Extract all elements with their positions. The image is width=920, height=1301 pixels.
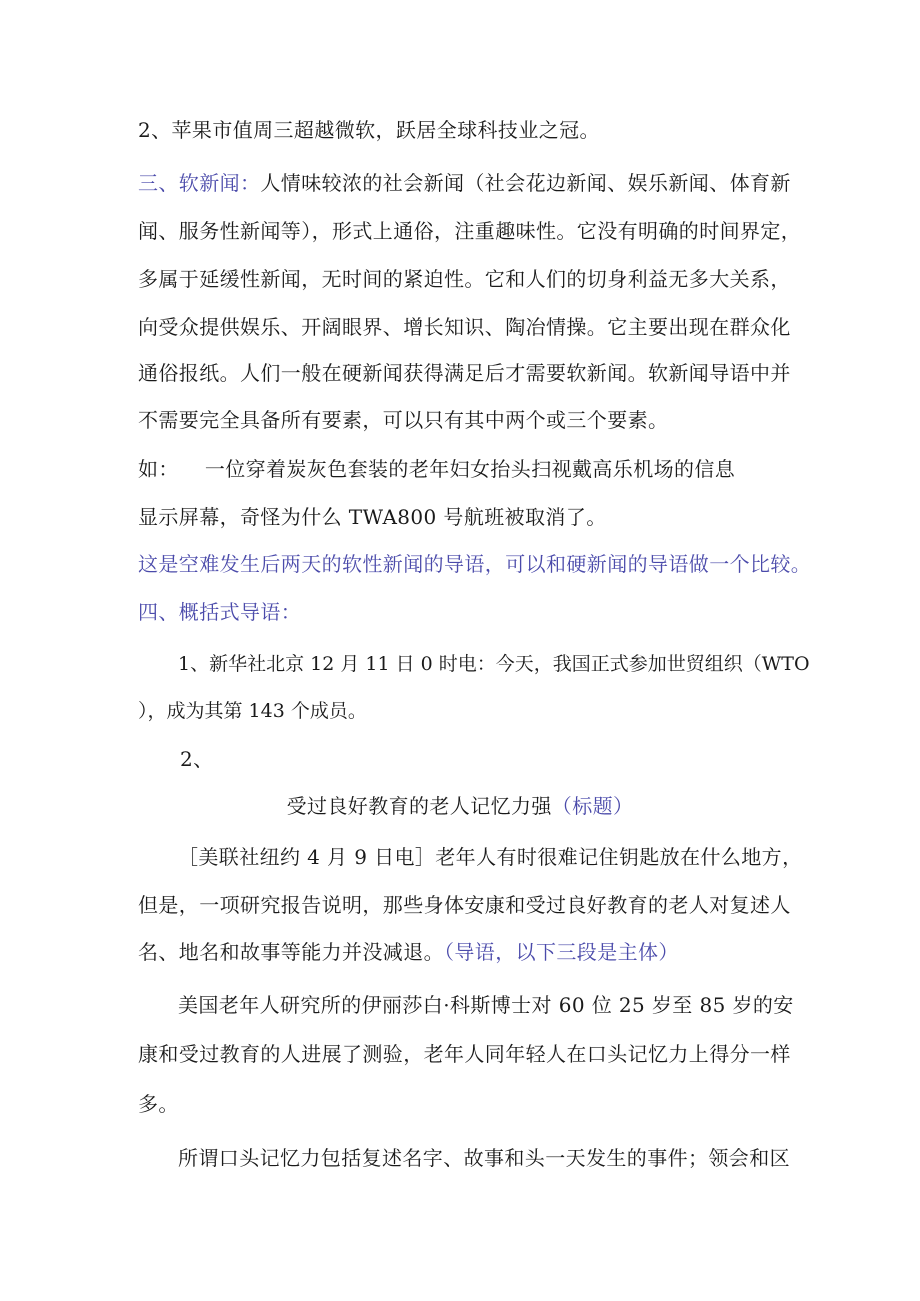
body-paragraph-2-line-1: 所谓口头记忆力包括复述名字、故事和头一天发生的事件；领会和区: [178, 1146, 790, 1170]
item-2-apple-text: 2、苹果市值周三超越微软，跃居全球科技业之冠。: [138, 118, 600, 142]
soft-news-line-3: 多属于延缓性新闻，无时间的紧迫性。它和人们的切身利益无多大关系，: [138, 267, 791, 291]
lead-line-3-text: 名、地名和故事等能力并没减退。: [138, 940, 444, 964]
article-title-text: 受过良好教育的老人记忆力强: [286, 794, 552, 818]
summary-lead-heading: 四、概括式导语：: [138, 600, 302, 624]
summary-item-1-line-1: 1、新华社北京 12 月 11 日 0 时电：今天，我国正式参加世贸组织（WTO: [178, 653, 810, 675]
lead-line-2: 但是，一项研究报告说明，那些身体安康和受过良好教育的老人对复述人: [138, 893, 791, 917]
soft-news-line-5: 通俗报纸。人们一般在硬新闻获得满足后才需要软新闻。软新闻导语中并: [138, 361, 791, 385]
example-line-2: 显示屏幕，奇怪为什么 TWA800 号航班被取消了。: [138, 505, 607, 529]
soft-news-heading: 三、软新闻：: [138, 171, 261, 195]
body-paragraph-1-line-3: 多。: [138, 1092, 179, 1116]
soft-news-line-2: 闻、服务性新闻等），形式上通俗，注重趣味性。它没有明确的时间界定，: [138, 219, 802, 243]
summary-item-2-label: 2、: [180, 747, 214, 771]
summary-item-1-line-2: ），成为其第 143 个成员。: [138, 700, 367, 722]
soft-news-line-6: 不需要完全具备所有要素，可以只有其中两个或三个要素。: [138, 408, 669, 432]
lead-line-3: [138, 938, 679, 966]
soft-news-line-1-text: 人情味较浓的社会新闻（社会花边新闻、娱乐新闻、体育新: [260, 171, 791, 195]
body-paragraph-1-line-1: 美国老年人研究所的伊丽莎白·科斯博士对 60 位 25 岁至 85 岁的安: [178, 993, 794, 1017]
example-label: 如：: [138, 457, 179, 481]
body-paragraph-1-line-2: 康和受过教育的人进展了测验，老年人同年轻人在口头记忆力上得分一样: [138, 1042, 791, 1066]
article-title: [0, 792, 920, 820]
lead-line-1: ［美联社纽约 4 月 9 日电］老年人有时很难记住钥匙放在什么地方，: [178, 845, 803, 869]
example-line-1-text: 一位穿着炭灰色套装的老年妇女抬头扫视戴高乐机场的信息: [204, 457, 736, 481]
example-note: 这是空难发生后两天的软性新闻的导语，可以和硬新闻的导语做一个比较。: [138, 552, 812, 576]
soft-news-line-4: 向受众提供娱乐、开阔眼界、增长知识、陶冶情操。它主要出现在群众化: [138, 315, 791, 339]
example-line-1: [138, 455, 735, 483]
soft-news-paragraph-line-1: [138, 169, 791, 197]
lead-line-3-note: （导语，以下三段是主体）: [444, 940, 679, 964]
article-title-note: （标题）: [551, 794, 634, 818]
